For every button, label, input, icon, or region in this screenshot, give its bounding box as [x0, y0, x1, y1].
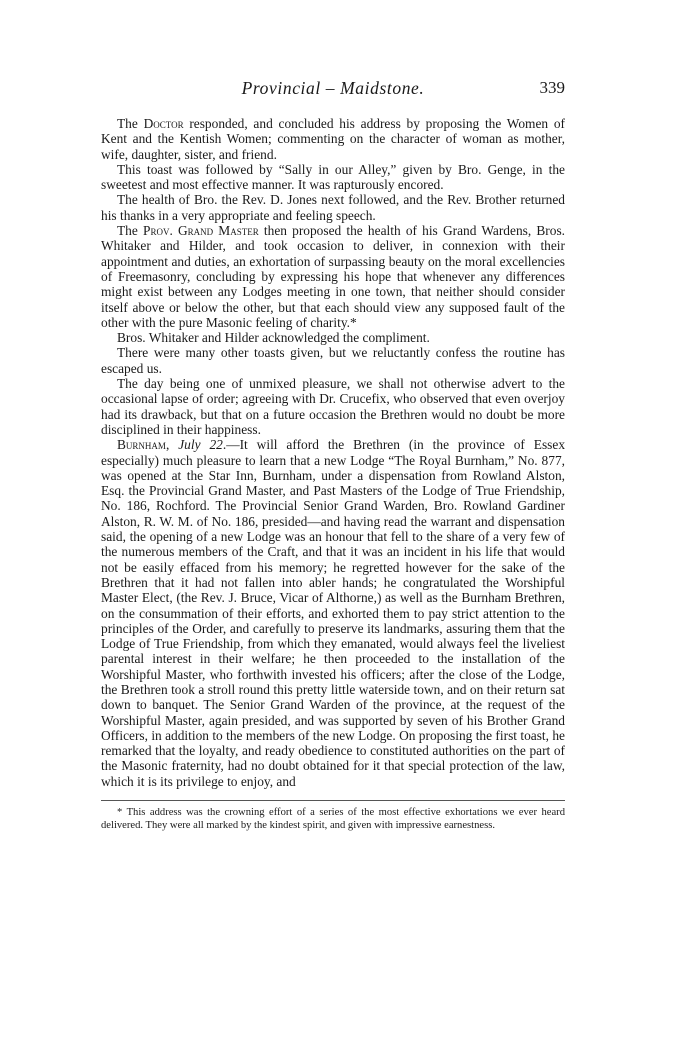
footnote: * This address was the crowning effort of a series of the most effective exhortations we ever heard delivered. They were all marked by the kindest spirit, and given with impressive earnestness. [101, 807, 565, 831]
footnote-rule [101, 800, 565, 801]
paragraph: This toast was followed by “Sally in our Alley,” given by Bro. Genge, in the sweetest and most effective manner. It was rapturously encored. [101, 161, 565, 193]
small-caps-name: Doctor [143, 116, 184, 131]
paragraph-lead: The [117, 223, 143, 239]
body-text [101, 116, 565, 789]
paragraph: Bros. Whitaker and Hilder acknowledged the compliment. [117, 330, 430, 346]
paragraph-text: responded, and concluded his address by proposing the Women of Kent and the Kentish Women; commenting on the character of woman as mother, wife, daughter, sister, and friend. [101, 116, 566, 162]
paragraph [101, 223, 565, 330]
book-page [101, 78, 565, 832]
paragraph: There were many other toasts given, but we reluctantly confess the routine has escaped us. [101, 345, 565, 376]
paragraph-lead: The [117, 116, 144, 131]
place-name: Burnham [117, 437, 166, 453]
paragraph [101, 437, 565, 789]
paragraph: The day being one of unmixed pleasure, we shall not otherwise advert to the occasional lapse of order; agreeing with Dr. Crucefix, who observed that even overjoy had its drawback, but that on a future occasion the Brethren would no doubt be more disciplined in their happiness. [101, 376, 565, 437]
small-caps-name: Prov. Grand Master [143, 223, 259, 239]
paragraph-text: .—It will afford the Brethren (in the province of Essex especially) much pleasure to learn that a new Lodge “The Royal Burnham,” No. 877, was opened at the Star Inn, Burnham, under a dispensation from Rowland Alston, Esq. the Provincial Grand Master, and Past Masters of the Lodge of True Friendship, No. 186, Rochford. The Provincial Senior Grand Warden, Bro. Rowland Gardiner Alston, R. W. M. of No. 186, presided—and having read the warrant and dispensation said, the opening of a new Lodge was an honour that fell to the share of a very few of the numerous members of the Craft, and that it was an incident in his life that would not be easily effaced from his memory; he regretted however for the sake of the Brethren that it had not fallen into abler hands; he congratulated the Worshipful Master Elect, (the Rev. J. Bruce, Vicar of Althorne,) as well as the Burnham Brethren, on the consummation of their efforts, and exhorted them to pay strict attention to the principles of the Order, and carefully to preserve its landmarks, assuring them that the Lodge of True Friendship, from which they emanated, would always feel the liveliest parental interest in their welfare; he then proceeded to the installation of the Worshipful Master, who forthwith invested his officers; after the close of the Lodge, the Brethren took a stroll round this pretty little waterside town, and on their return sat down to banquet. The Senior Grand Warden of the province, at the request of the Worshipful Master, again presided, and was supported by seven of his Brother Grand Officers, in addition to the members of the new Lodge. On proposing the first toast, he remarked that the loyalty, and ready obedience to constituted authorities on the part of the Masonic fraternity, had no doubt obtained for it that special protection of the law, which it is its privilege to enjoy, and [101, 437, 566, 789]
paragraph [101, 116, 565, 162]
running-title: Provincial – Maidstone. [241, 78, 425, 98]
paragraph-text: then proposed the health of his Grand Wardens, Bros. Whitaker and Hilder, and took occasion to deliver, in connexion with their appointment and duties, an exhortation of surpassing beauty on the moral excellencies of Freemasonry, concluding by expressing his hope that whenever any differences might exist between any Lodges meeting in one town, that neither should consider itself above or below the other, but that each should view any supposed fault of the other with the pure Masonic feeling of charity.* [101, 223, 566, 330]
dateline: July 22 [178, 437, 223, 453]
page-number: 339 [539, 78, 565, 97]
page-header [101, 78, 565, 106]
separator: , [165, 437, 179, 453]
paragraph: The health of Bro. the Rev. D. Jones next followed, and the Rev. Brother returned his thanks in a very appropriate and feeling speech. [101, 192, 565, 223]
